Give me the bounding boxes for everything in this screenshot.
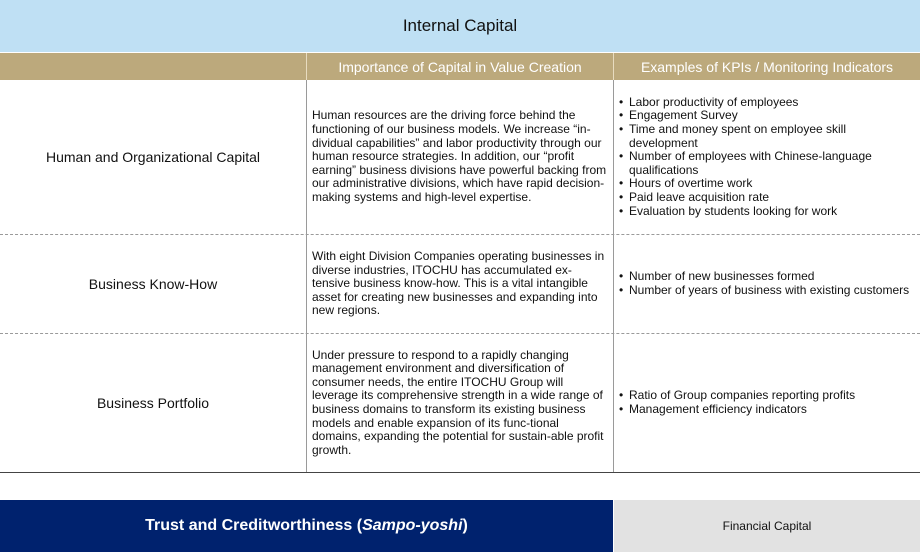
trust-label: Trust and Creditworthiness (Sampo-yoshi) bbox=[145, 517, 468, 534]
kpi-item: • Number of new businesses formed bbox=[619, 270, 909, 284]
row-capital-name: Human and Organizational Capital bbox=[45, 149, 260, 165]
row-description bbox=[312, 235, 608, 333]
table-bottom-border bbox=[0, 472, 920, 473]
header-importance: Importance of Capital in Value Creation bbox=[338, 58, 582, 75]
internal-capital-banner: Internal Capital bbox=[0, 0, 920, 52]
table-row bbox=[0, 235, 920, 333]
kpi-item: • Labor productivity of employees bbox=[619, 96, 915, 110]
description-text: Human resources are the driving force behind the functioning of our business models. We increase “in-dividual capabilities” and labor productivity through our human resource strategies. In addition, our “profit earning” business divisions have powerful backing from our administrative divisions, which have rapid decision-making systems and high-level expertise. bbox=[312, 108, 607, 204]
kpi-item: • Time and money spent on employee skill development bbox=[619, 123, 915, 150]
kpi-item: • Ratio of Group companies reporting profits bbox=[619, 389, 855, 403]
trust-creditworthiness-bar bbox=[0, 500, 613, 552]
table-header bbox=[0, 53, 920, 80]
kpi-item: • Number of employees with Chinese-language qualifications bbox=[619, 150, 915, 177]
kpi-item: • Number of years of business with existing customers bbox=[619, 284, 909, 298]
header-divider bbox=[306, 53, 307, 80]
row-kpi-list bbox=[619, 80, 915, 234]
table-row bbox=[0, 334, 920, 472]
row-description bbox=[312, 334, 608, 472]
row-description bbox=[312, 80, 608, 234]
kpi-item: • Management efficiency indicators bbox=[619, 403, 855, 417]
kpi-item: • Evaluation by students looking for work bbox=[619, 205, 915, 219]
row-capital-name: Business Portfolio bbox=[96, 395, 210, 411]
table-row bbox=[0, 80, 920, 234]
description-text: With eight Division Companies operating businesses in diverse industries, ITOCHU has accumulated ex-tensive business know-how. This is a vital intangible asset for creating new businesses and expanding into new regions. bbox=[312, 249, 605, 318]
financial-capital-bar bbox=[614, 500, 920, 552]
kpi-item: • Paid leave acquisition rate bbox=[619, 191, 915, 205]
kpi-item: • Hours of overtime work bbox=[619, 177, 915, 191]
header-kpis: Examples of KPIs / Monitoring Indicators bbox=[640, 58, 894, 75]
financial-capital-label: Financial Capital bbox=[722, 519, 812, 533]
row-kpi-list bbox=[619, 235, 915, 333]
kpi-item: • Engagement Survey bbox=[619, 109, 915, 123]
header-divider bbox=[613, 53, 614, 80]
row-kpi-list bbox=[619, 334, 915, 472]
row-capital-name: Business Know-How bbox=[88, 276, 218, 292]
description-text: Under pressure to respond to a rapidly changing management environment and diversification of consumer needs, the entire ITOCHU Group will leverage its comprehensive strength in a wide range of business domains to transform its existing business models and enable expansion of its func-tional domains, expanding the potential for sustain-able profit growth. bbox=[312, 347, 604, 457]
header-capital-type bbox=[0, 53, 306, 80]
column-divider bbox=[613, 80, 614, 472]
column-divider bbox=[306, 80, 307, 472]
